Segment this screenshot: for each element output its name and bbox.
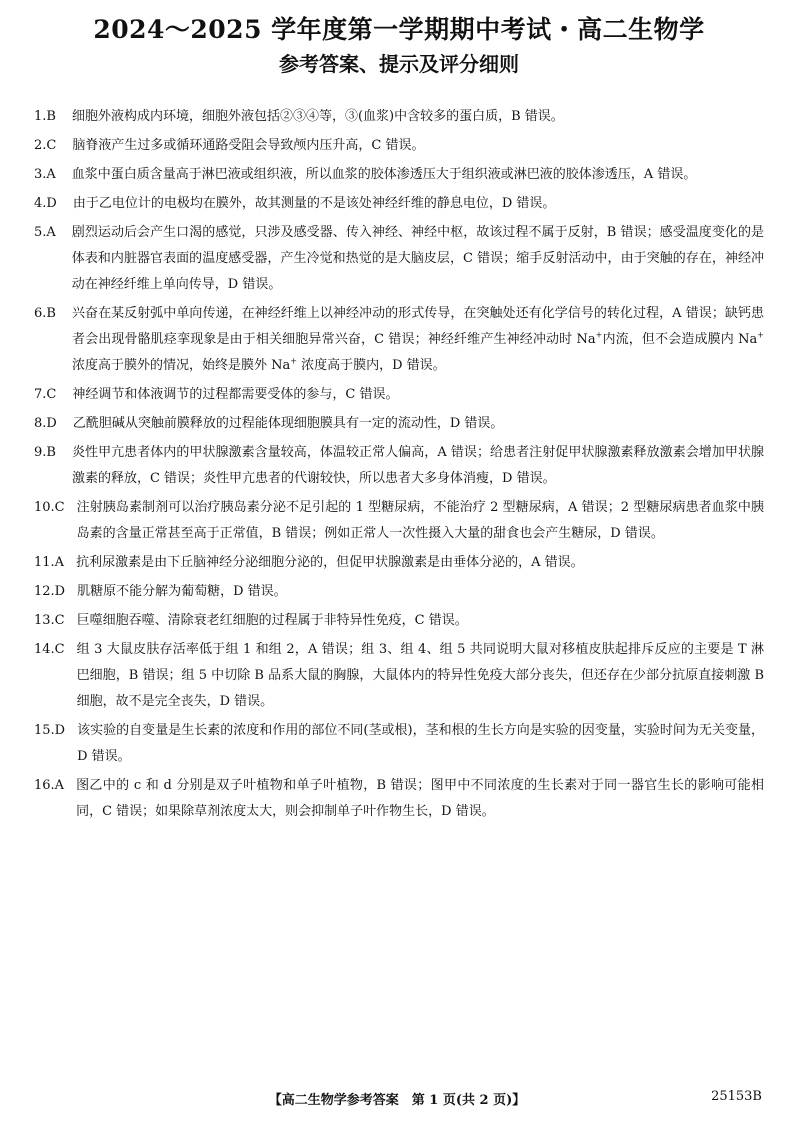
answer-item-7 <box>34 382 764 408</box>
answer-number: 1.B <box>34 109 56 124</box>
answer-explanation: 注射胰岛素制剂可以治疗胰岛素分泌不足引起的 1 型糖尿病，不能治疗 2 型糖尿病，A 错误；2 型糖尿病患者血浆中胰岛素的含量正常甚至高于正常值，B 错误；例如正常人一次性摄入大量的甜食也会产生糖尿，D 错误。 <box>76 500 764 541</box>
answer-item-16 <box>34 773 764 825</box>
answer-explanation <box>72 301 764 379</box>
answer-number: 16.A <box>34 778 65 793</box>
answer-item-15 <box>34 718 764 770</box>
answer-number: 13.C <box>34 613 65 628</box>
answer-number: 5.A <box>34 225 56 240</box>
answer-item-5 <box>34 220 764 298</box>
answer-explanation: 巨噬细胞吞噬、清除衰老红细胞的过程属于非特异性免疫，C 错误。 <box>76 613 468 628</box>
footer-page-label: 【高二生物学参考答案 第 1 页(共 2 页)】 <box>268 1093 526 1108</box>
answer-number: 8.D <box>34 416 57 431</box>
answer-explanation: 剧烈运动后会产生口渴的感觉，只涉及感受器、传入神经、神经中枢，故该过程不属于反射，B 错误；感受温度变化的是体表和内脏器官表面的温度感受器，产生冷觉和热觉的是大脑皮层，C 错误；缩手反射活动中，由于突触的存在，神经冲动在神经纤维上单向传导，D 错误。 <box>71 225 764 292</box>
answer-explanation: 炎性甲亢患者体内的甲状腺激素含量较高，体温较正常人偏高，A 错误；给患者注射促甲状腺激素释放激素会增加甲状腺激素的释放，C 错误；炎性甲亢患者的代谢较快，所以患者大多身体消瘦，D 错误。 <box>71 445 764 486</box>
answer-list <box>34 104 764 825</box>
answer-text-part: 浓度高于膜内，D 错误。 <box>296 358 446 373</box>
answer-item-3 <box>34 162 764 188</box>
answer-explanation: 由于乙电位计的电极均在膜外，故其测量的不是该处神经纤维的静息电位，D 错误。 <box>72 196 556 211</box>
answer-item-10 <box>34 495 764 547</box>
footer-document-code: 25153B <box>711 1089 762 1104</box>
answer-item-11 <box>34 550 764 576</box>
page-subtitle: 参考答案、提示及评分细则 <box>279 52 519 76</box>
answer-explanation: 组 3 大鼠皮肤存活率低于组 1 和组 2，A 错误；组 3、组 4、组 5 共同说明大鼠对移植皮肤起排斥反应的主要是 T 淋巴细胞，B 错误；组 5 中切除 B 品系大鼠的胸腺，大鼠体内的特异性免疫大部分丧失，但还存在少部分抗原直接刺激 B 细胞，故不是完全丧失，D 错误。 <box>76 642 764 709</box>
answer-item-14 <box>34 637 764 715</box>
answer-text-part: 兴奋在某反射弧中单向传递，在神经纤维上以神经冲动的形式传导，在突触处还有化学信号的转化过程，A 错误；缺钙患者会出现骨骼肌痉挛现象是由于相关细胞异常兴奋，C 错误；神经纤维产生神经冲动时 Na <box>71 306 764 347</box>
answer-number: 4.D <box>34 196 57 211</box>
answer-explanation: 肌糖原不能分解为葡萄糖，D 错误。 <box>77 584 287 599</box>
answer-item-6 <box>34 301 764 379</box>
answer-explanation: 抗利尿激素是由下丘脑神经分泌细胞分泌的，但促甲状腺激素是由垂体分泌的，A 错误。 <box>76 555 584 570</box>
answer-number: 12.D <box>34 584 66 599</box>
answer-item-4 <box>34 191 764 217</box>
page-title: 2024～2025 学年度第一学期期中考试・高二生物学 <box>93 15 705 44</box>
superscript-plus: + <box>757 330 764 340</box>
answer-explanation: 血浆中蛋白质含量高于淋巴液或组织液，所以血浆的胶体渗透压大于组织液或淋巴液的胶体渗透压，A 错误。 <box>71 167 697 182</box>
answer-number: 9.B <box>34 445 56 460</box>
answer-number: 11.A <box>34 555 65 570</box>
answer-explanation: 神经调节和体液调节的过程都需要受体的参与，C 错误。 <box>72 387 399 402</box>
answer-item-8 <box>34 411 764 437</box>
superscript-plus: + <box>290 356 297 366</box>
answer-text-part: 浓度高于膜外的情况，始终是膜外 Na <box>71 358 291 373</box>
answer-item-13 <box>34 608 764 634</box>
answer-number: 3.A <box>34 167 56 182</box>
answer-item-1 <box>34 104 764 130</box>
answer-number: 6.B <box>34 306 56 321</box>
answer-explanation: 细胞外液构成内环境，细胞外液包括②③④等，③(血浆)中含较多的蛋白质，B 错误。 <box>71 109 564 124</box>
answer-number: 14.C <box>34 642 65 657</box>
answer-explanation: 乙酰胆碱从突触前膜释放的过程能体现细胞膜具有一定的流动性，D 错误。 <box>72 416 504 431</box>
answer-item-9 <box>34 440 764 492</box>
answer-item-2 <box>34 133 764 159</box>
answer-explanation: 图乙中的 c 和 d 分别是双子叶植物和单子叶植物，B 错误；图甲中不同浓度的生长素对于同一器官生长的影响可能相同，C 错误；如果除草剂浓度太大，则会抑制单子叶作物生长，D 错误。 <box>76 778 764 819</box>
answer-item-12 <box>34 579 764 605</box>
answer-number: 10.C <box>34 500 65 515</box>
answer-explanation: 脑脊液产生过多或循环通路受阻会导致颅内压升高，C 错误。 <box>72 138 425 153</box>
answer-number: 15.D <box>34 723 66 738</box>
superscript-plus: + <box>595 330 603 340</box>
answer-text-part: 内流，但不会造成膜内 Na <box>602 332 758 347</box>
answer-explanation: 该实验的自变量是生长素的浓度和作用的部位不同(茎或根)，茎和根的生长方向是实验的因变量，实验时间为无关变量，D 错误。 <box>77 723 764 764</box>
page-footer <box>0 1089 794 1109</box>
answer-number: 7.C <box>34 387 57 402</box>
answer-number: 2.C <box>34 138 57 153</box>
